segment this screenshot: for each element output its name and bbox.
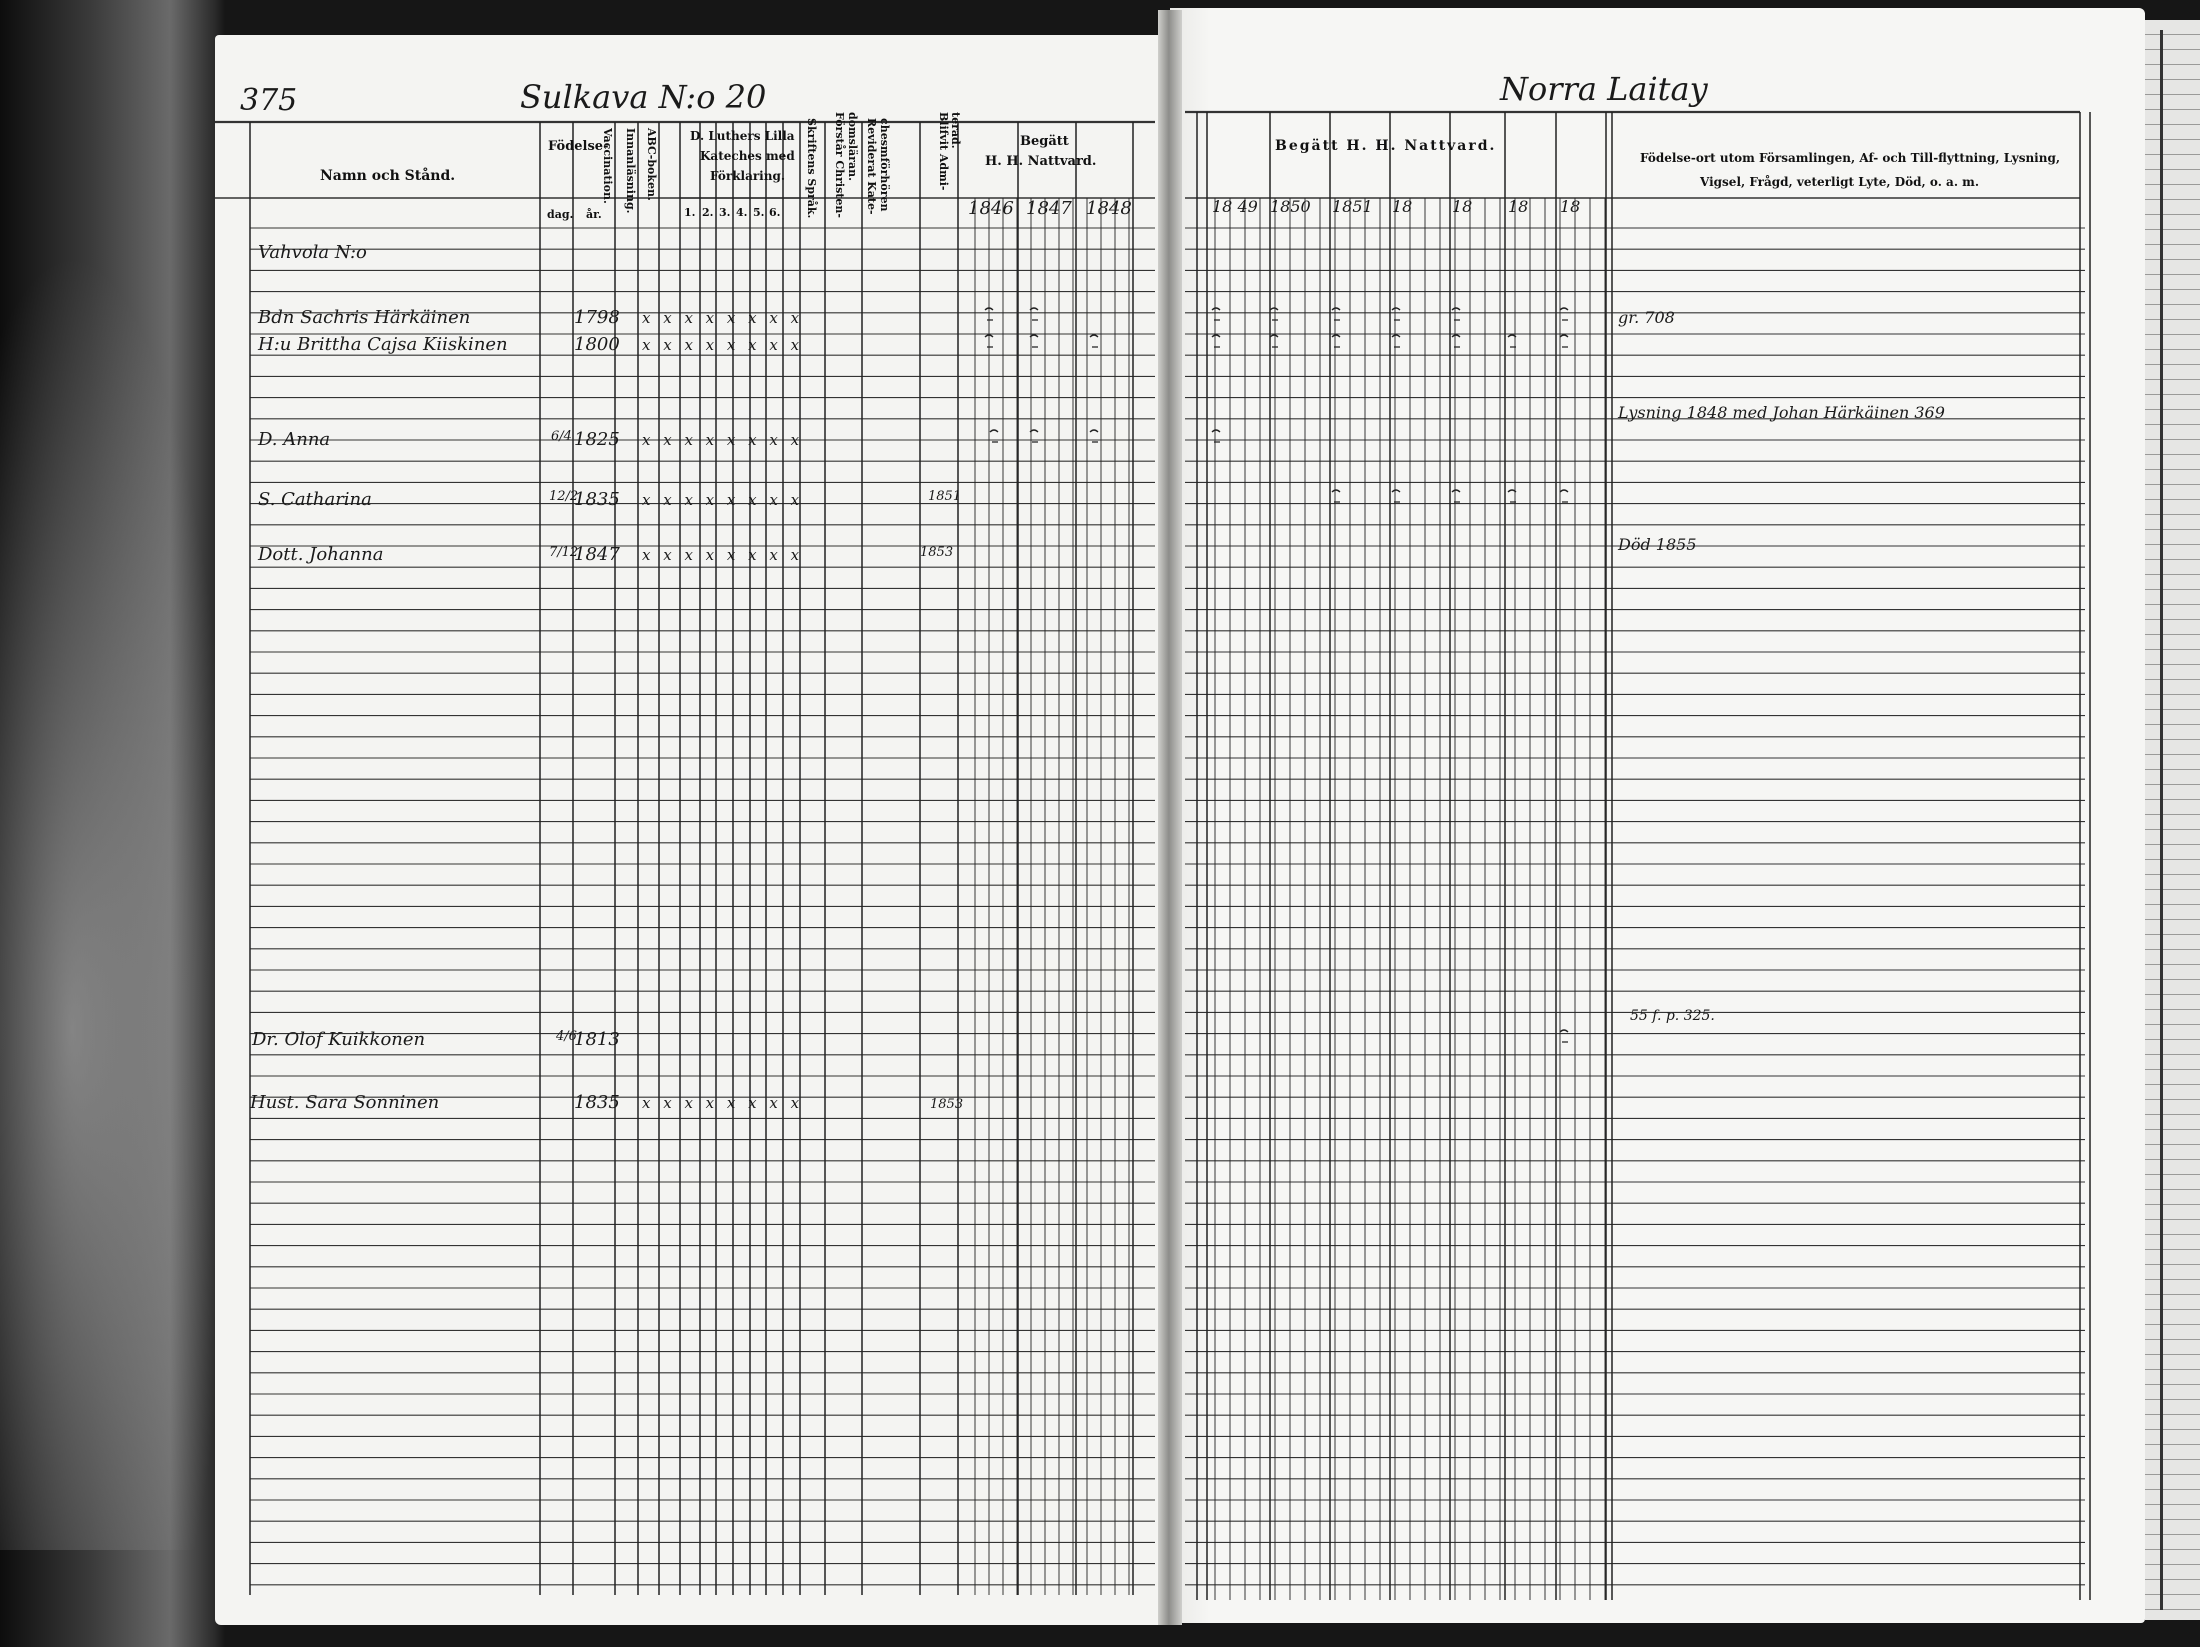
- entry-year-4: 1835: [574, 489, 620, 510]
- column-lines: [250, 112, 2090, 1600]
- communion-date-mark: [1212, 335, 1220, 347]
- communion-date-mark: [1212, 308, 1220, 320]
- header-admitterad-1: Blifvit Admi-: [937, 112, 950, 191]
- luther-number: 6.: [769, 206, 781, 219]
- entry-day-4: 12/2: [549, 489, 579, 504]
- remark-3: Död 1855: [1618, 535, 1697, 554]
- communion-date-mark: [1560, 335, 1568, 347]
- communion-date-mark: [1332, 490, 1340, 502]
- header-forstar-2: domsläran.: [846, 112, 859, 181]
- communion-date-marks: [985, 308, 1568, 1042]
- communion-date-mark: [1392, 308, 1400, 320]
- ruled-lines: [215, 112, 2085, 1585]
- right-year-header: 18 49: [1212, 197, 1258, 216]
- header-skriftens: Skriftens Språk.: [805, 118, 818, 219]
- header-luther-1: D. Luthers Lilla: [690, 129, 795, 143]
- header-dag: dag.: [547, 208, 574, 221]
- entry-name-3: D. Anna: [258, 429, 331, 450]
- remark-4: 55 f. p. 325.: [1630, 1008, 1715, 1024]
- catechism-mark-row: x x x x x x x x: [642, 309, 804, 327]
- admitted-1853: 1853: [920, 545, 954, 560]
- entry-village: Vahvola N:o: [258, 242, 367, 263]
- communion-date-mark: [1560, 1030, 1568, 1042]
- luther-number: 2.: [702, 206, 714, 219]
- remark-1: gr. 708: [1618, 308, 1675, 327]
- header-admitterad-2: terad.: [949, 112, 962, 149]
- page-number: 375: [240, 83, 298, 118]
- entry-name-1: Bdn Sachris Härkäinen: [258, 307, 471, 328]
- communion-date-mark: [1560, 490, 1568, 502]
- right-year-header: 1850: [1270, 197, 1311, 216]
- entry-year-2: 1800: [574, 334, 620, 355]
- header-luther-2: Kateches med: [700, 149, 795, 163]
- entry-year-5: 1847: [574, 544, 620, 565]
- communion-date-mark: [1332, 335, 1340, 347]
- entry-name-6: Dr. Olof Kuikkonen: [252, 1029, 426, 1050]
- luther-number: 4.: [736, 206, 748, 219]
- right-year-headers: [1212, 197, 1580, 216]
- entry-name-4: S. Catharina: [258, 489, 372, 510]
- communion-date-mark: [1270, 308, 1278, 320]
- right-year-header: 18: [1508, 197, 1529, 216]
- entry-day-5: 7/12: [549, 545, 579, 560]
- header-reviderat-2: chesmförhören: [878, 118, 891, 212]
- header-luther-3: Förklaring.: [710, 169, 786, 183]
- entry-year-7: 1835: [574, 1092, 620, 1113]
- catechism-mark-row: x x x x x x x x: [642, 546, 804, 564]
- remarks-header-2: Vigsel, Frågd, veterligt Lyte, Död, o. a. m.: [1700, 175, 1980, 189]
- year-1848: 1848: [1086, 198, 1132, 219]
- right-year-header: 18: [1560, 197, 1581, 216]
- communion-date-mark: [1090, 335, 1098, 347]
- right-year-header: 1851: [1332, 197, 1373, 216]
- header-abc: ABC-boken.: [645, 128, 658, 201]
- header-ar: år.: [586, 208, 602, 221]
- right-year-header: 18: [1452, 197, 1473, 216]
- entry-name-2: H:u Brittha Cajsa Kiiskinen: [258, 334, 508, 355]
- year-1846: 1846: [968, 198, 1014, 219]
- header-fodelse: Födelse-: [548, 139, 609, 154]
- communion-date-mark: [1392, 335, 1400, 347]
- header-nattvard-left: H. H. Nattvard.: [985, 154, 1097, 169]
- header-vaccination: Vaccination.: [601, 128, 614, 204]
- header-begatt-left: Begätt: [1020, 134, 1069, 149]
- header-forstar-1: Förstår Christen-: [833, 112, 846, 218]
- entry-name-5: Dott. Johanna: [258, 544, 384, 565]
- remark-2: Lysning 1848 med Johan Härkäinen 369: [1618, 403, 1945, 422]
- catechism-mark-row: x x x x x x x x: [642, 491, 804, 509]
- year-1847: 1847: [1026, 198, 1072, 219]
- catechism-mark-row: x x x x x x x x: [642, 431, 804, 449]
- entry-year-1: 1798: [574, 307, 620, 328]
- remarks-header-1: Födelse-ort utom Församlingen, Af- och Till-flyttning, Lysning,: [1640, 151, 2061, 165]
- catechism-mark-row: x x x x x x x x: [642, 336, 804, 354]
- communion-date-mark: [1560, 308, 1568, 320]
- communion-date-mark: [1452, 308, 1460, 320]
- luther-number: 1.: [684, 206, 696, 219]
- luther-number: 3.: [719, 206, 731, 219]
- communion-date-mark: [1452, 335, 1460, 347]
- header-namn: Namn och Stånd.: [320, 168, 456, 184]
- entry-name-7: Hust. Sara Sonninen: [250, 1092, 440, 1113]
- header-innanlasning: Innanläsning.: [624, 128, 637, 214]
- communion-date-mark: [1270, 335, 1278, 347]
- header-reviderat-1: Reviderat Kate-: [865, 118, 878, 215]
- header-begatt-right: Begätt H. H. Nattvard.: [1275, 138, 1497, 154]
- entry-year-6: 1813: [574, 1029, 620, 1050]
- entry-day-3: 6/4: [551, 429, 572, 444]
- communion-date-mark: [1452, 490, 1460, 502]
- admitted-1853-b: 1853: [930, 1097, 964, 1112]
- entry-year-3: 1825: [574, 429, 620, 450]
- luther-number: 5.: [753, 206, 765, 219]
- entry-day-6: 4/6: [556, 1029, 577, 1044]
- admitted-1851: 1851: [928, 489, 962, 504]
- right-year-header: 18: [1392, 197, 1413, 216]
- catechism-mark-row: x x x x x x x x: [642, 1094, 804, 1112]
- village-heading-right: Norra Laitay: [1500, 70, 1708, 108]
- communion-date-mark: [1392, 490, 1400, 502]
- village-heading-left: Sulkava N:o 20: [520, 78, 767, 116]
- communion-date-mark: [1332, 308, 1340, 320]
